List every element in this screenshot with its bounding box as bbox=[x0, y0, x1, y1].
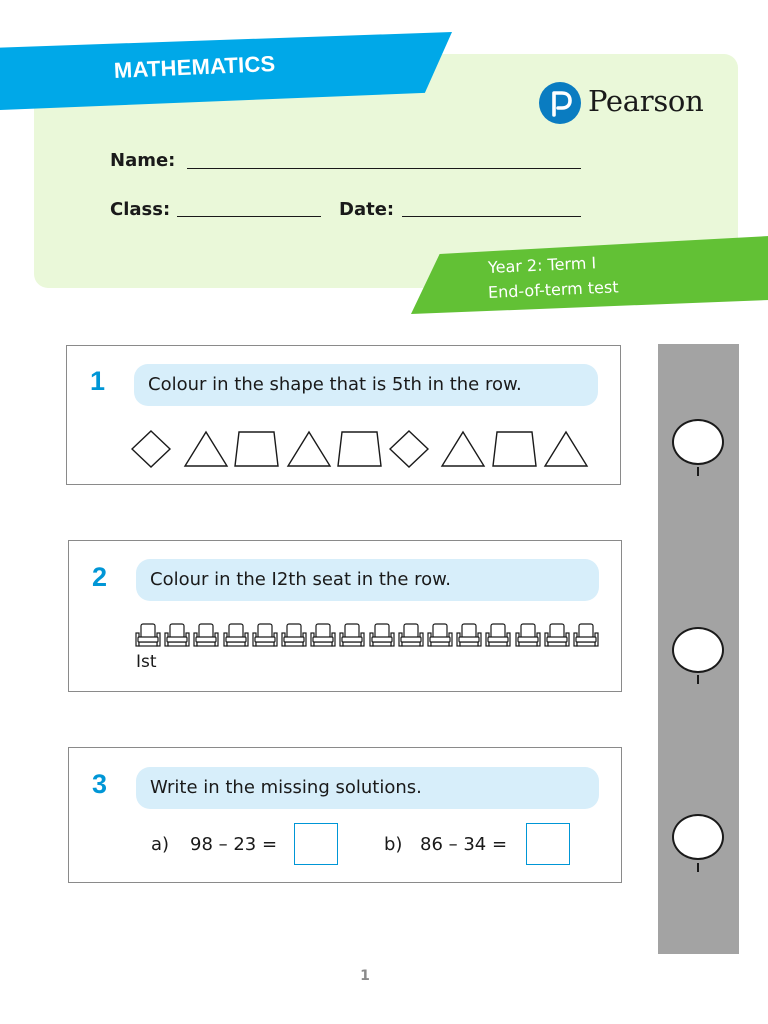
seat-8[interactable] bbox=[338, 622, 366, 650]
seat-16[interactable] bbox=[572, 622, 600, 650]
term-line-2: End-of-term test bbox=[487, 277, 619, 302]
part-a-label: a) bbox=[151, 834, 170, 855]
question-3-prompt: Write in the missing solutions. bbox=[136, 767, 599, 809]
question-1-prompt: Colour in the shape that is 5th in the row. bbox=[134, 364, 598, 406]
part-b-answer-box[interactable] bbox=[526, 823, 570, 865]
pearson-logo-icon bbox=[539, 82, 581, 124]
mark-value-2 bbox=[697, 675, 699, 684]
shape-9-triangle[interactable] bbox=[543, 430, 589, 468]
shape-7-triangle[interactable] bbox=[440, 430, 486, 468]
seat-4[interactable] bbox=[222, 622, 250, 650]
seat-11[interactable] bbox=[426, 622, 454, 650]
mark-value-1 bbox=[697, 467, 699, 476]
subject-title: MATHEMATICS bbox=[113, 50, 276, 83]
date-field[interactable] bbox=[402, 216, 581, 217]
shape-8-trapezium[interactable] bbox=[492, 430, 538, 468]
seat-9[interactable] bbox=[368, 622, 396, 650]
seat-13[interactable] bbox=[484, 622, 512, 650]
seat-12[interactable] bbox=[455, 622, 483, 650]
class-field[interactable] bbox=[177, 216, 321, 217]
seat-5[interactable] bbox=[251, 622, 279, 650]
shape-2-triangle[interactable] bbox=[183, 430, 229, 468]
page-number: 1 bbox=[360, 968, 370, 984]
question-1-number: 1 bbox=[90, 366, 106, 396]
question-2-number: 2 bbox=[92, 562, 108, 592]
part-b-label: b) bbox=[384, 834, 403, 855]
part-a-answer-box[interactable] bbox=[294, 823, 338, 865]
seat-3[interactable] bbox=[192, 622, 220, 650]
mark-circle-2[interactable] bbox=[672, 627, 724, 673]
shape-5-trapezium[interactable] bbox=[337, 430, 383, 468]
shape-1-diamond[interactable] bbox=[131, 430, 177, 468]
question-2-prompt: Colour in the I2th seat in the row. bbox=[136, 559, 599, 601]
brand-name: Pearson bbox=[588, 84, 704, 118]
part-a-sum: 98 – 23 = bbox=[190, 834, 278, 855]
shape-6-diamond[interactable] bbox=[389, 430, 435, 468]
shape-3-trapezium[interactable] bbox=[234, 430, 280, 468]
mark-circle-1[interactable] bbox=[672, 419, 724, 465]
question-3-number: 3 bbox=[92, 769, 108, 799]
seat-2[interactable] bbox=[163, 622, 191, 650]
first-seat-label: Ist bbox=[136, 652, 157, 672]
seat-10[interactable] bbox=[397, 622, 425, 650]
class-label: Class: bbox=[110, 199, 171, 220]
seat-14[interactable] bbox=[514, 622, 542, 650]
seat-7[interactable] bbox=[309, 622, 337, 650]
date-label: Date: bbox=[339, 199, 395, 220]
seat-1[interactable] bbox=[134, 622, 162, 650]
seat-6[interactable] bbox=[280, 622, 308, 650]
seat-15[interactable] bbox=[543, 622, 571, 650]
mark-circle-3[interactable] bbox=[672, 814, 724, 860]
part-b-sum: 86 – 34 = bbox=[420, 834, 508, 855]
name-label: Name: bbox=[110, 150, 176, 171]
term-line-1: Year 2: Term I bbox=[487, 253, 597, 277]
mark-value-3 bbox=[697, 863, 699, 872]
shape-4-triangle[interactable] bbox=[286, 430, 332, 468]
name-field[interactable] bbox=[187, 168, 581, 169]
